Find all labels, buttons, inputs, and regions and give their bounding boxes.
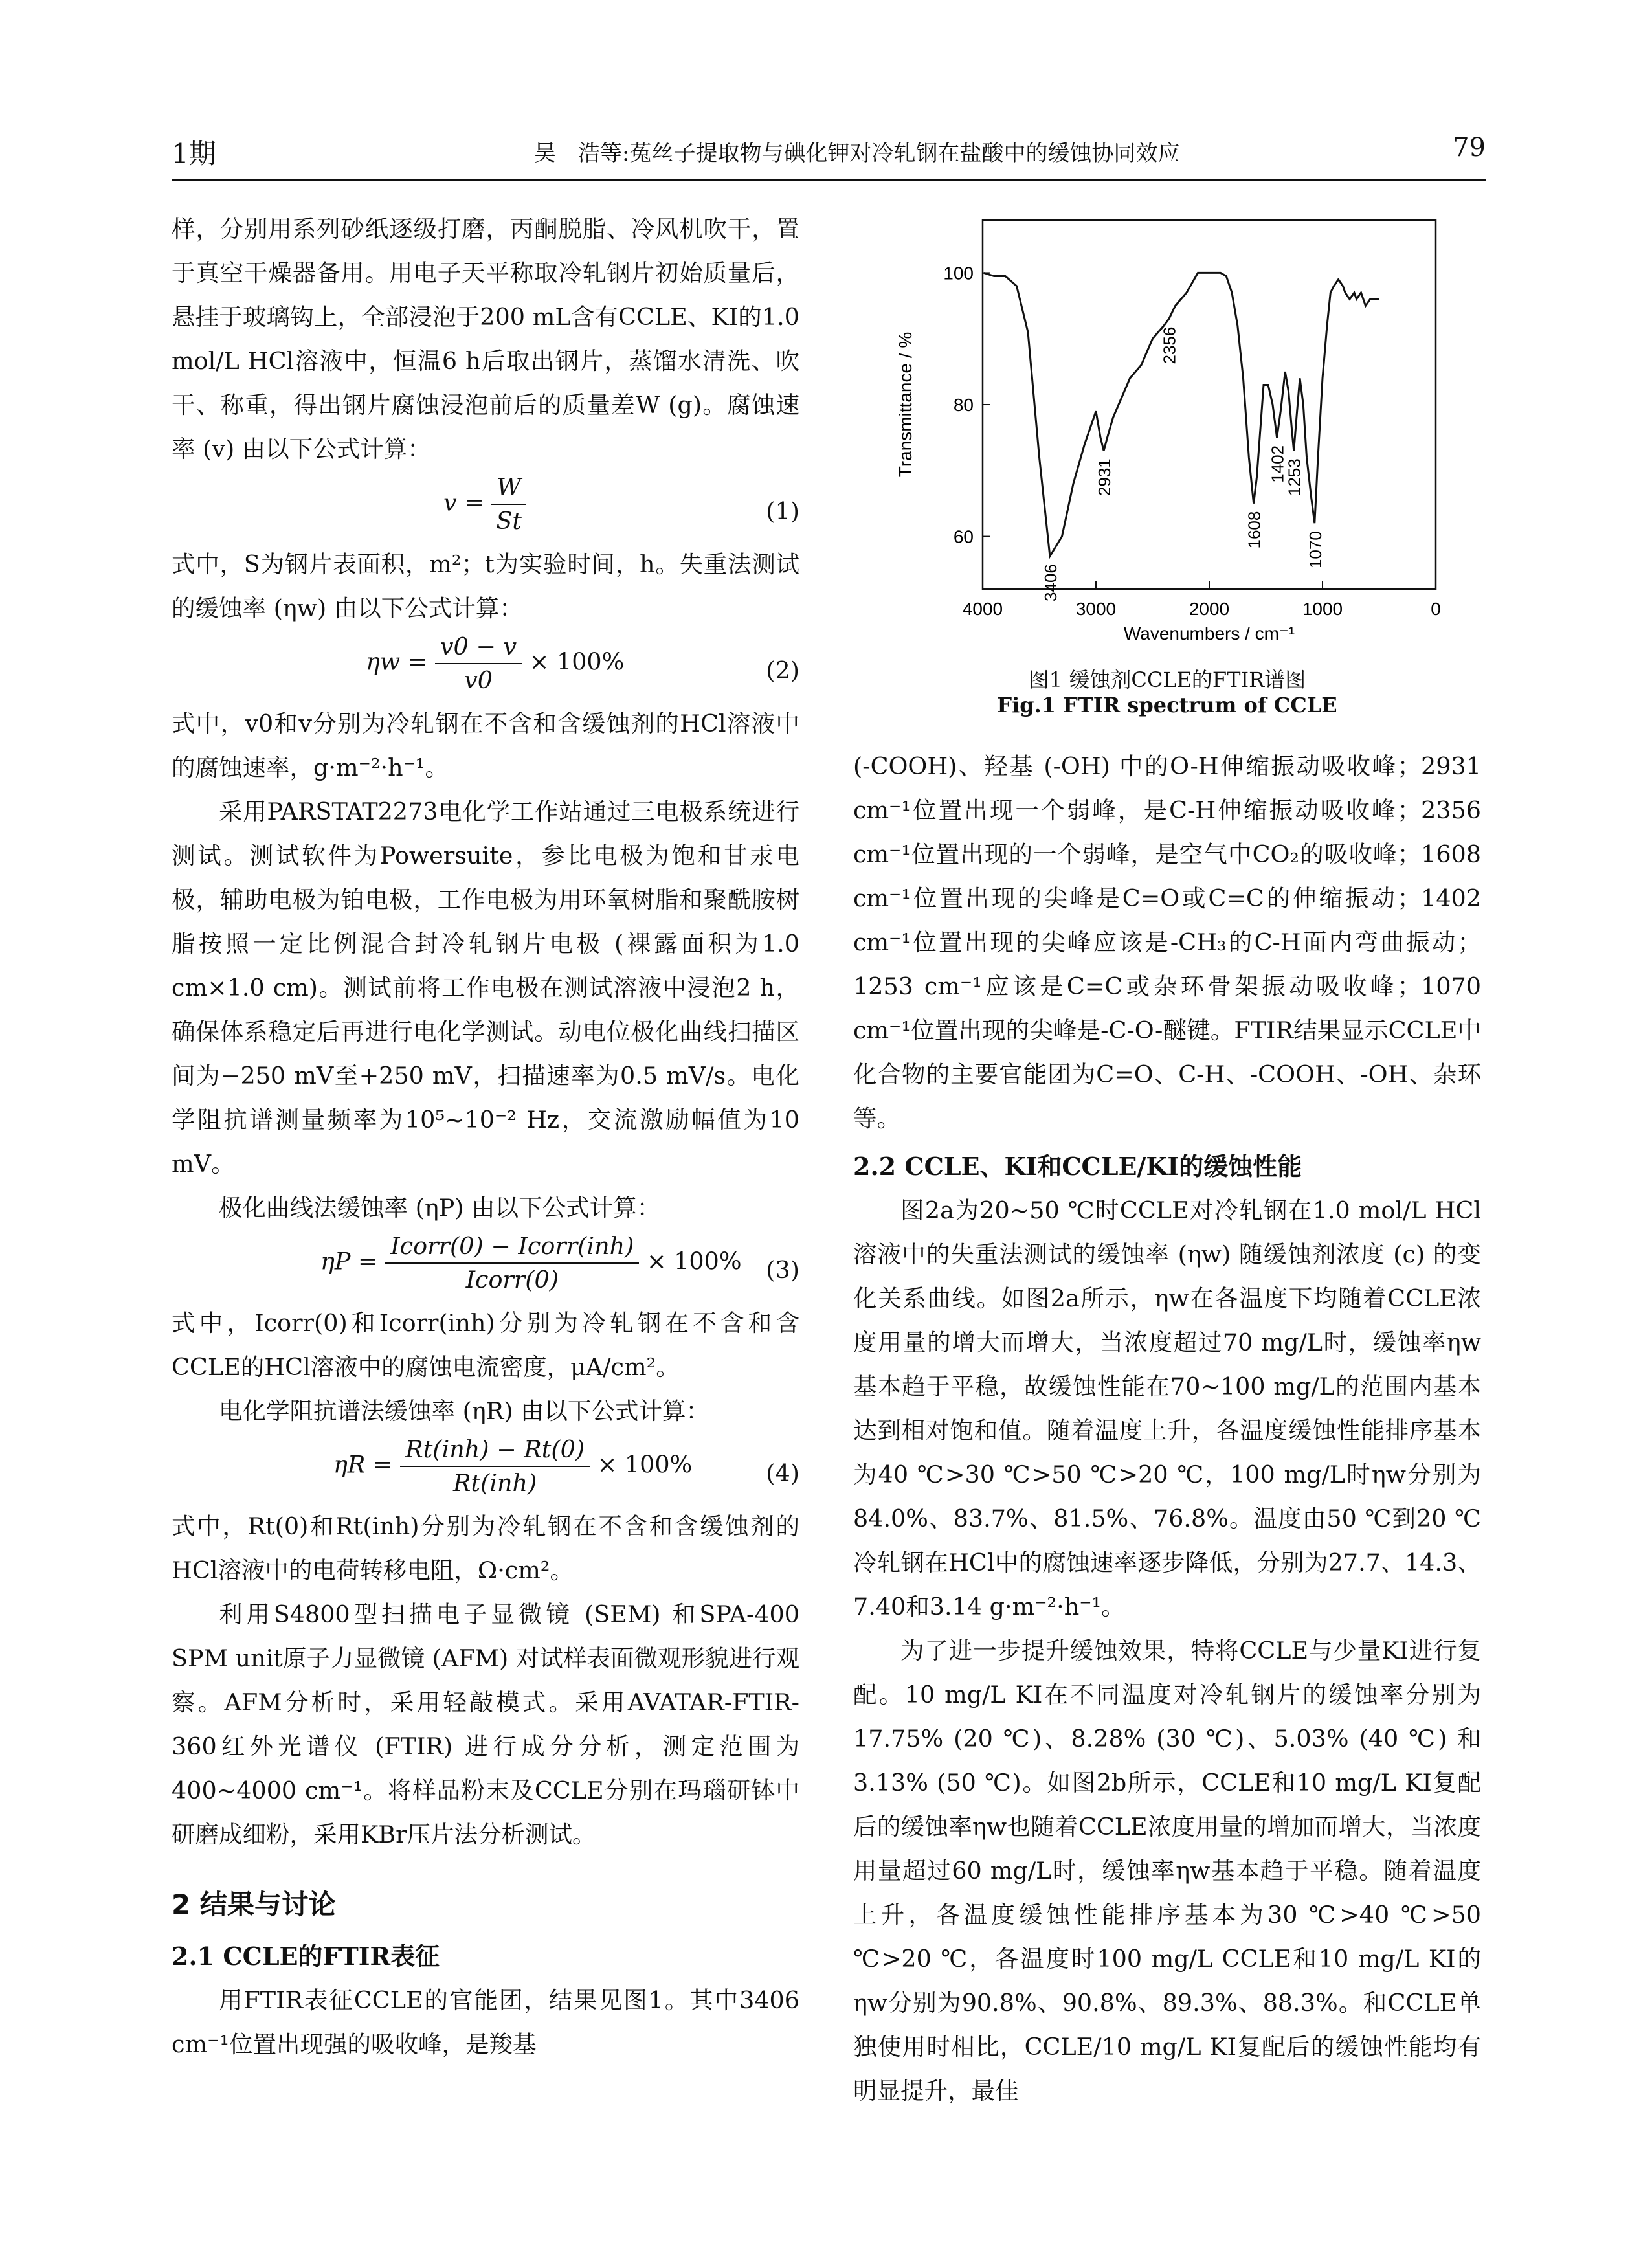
figure-caption-cn: 图1 缓蚀剂CCLE的FTIR谱图 xyxy=(1028,667,1306,692)
peak-label: 1608 xyxy=(1244,511,1264,549)
equation-numerator: v0 − v xyxy=(435,631,522,664)
equation-denominator: St xyxy=(496,507,522,535)
paragraph: 电化学阻抗谱法缓蚀率 (ηR) 由以下公式计算： xyxy=(219,1397,710,1425)
peak-label: 1070 xyxy=(1305,531,1325,569)
x-tick-label: 3000 xyxy=(1075,599,1117,619)
equation-numerator: Rt(inh) − Rt(0) xyxy=(400,1433,590,1467)
equation-tail: × 100% xyxy=(529,647,625,676)
right-column xyxy=(853,745,1481,2113)
equation-4 xyxy=(172,1433,799,1505)
page-number: 79 xyxy=(1453,133,1486,163)
equation-lhs: ηw = xyxy=(366,647,428,676)
equation-tail: × 100% xyxy=(597,1450,693,1479)
equation-lhs: ηR = xyxy=(333,1450,393,1479)
paragraph: 式中，S为钢片表面积，m²；t为实验时间，h。失重法测试的缓蚀率 (ηw) 由以下公式计算： xyxy=(172,550,799,622)
header-divider xyxy=(172,179,1486,181)
y-tick-label: 80 xyxy=(953,395,974,415)
section-heading: 2 结果与讨论 xyxy=(172,1889,336,1920)
running-title: 吴 浩等:菟丝子提取物与碘化钾对冷轧钢在盐酸中的缓蚀协同效应 xyxy=(534,140,1180,166)
peak-label: 1253 xyxy=(1284,458,1304,497)
peak-label: 1402 xyxy=(1267,445,1288,483)
equation-tail: × 100% xyxy=(646,1247,742,1275)
paragraph: 为了进一步提升缓蚀效果，特将CCLE与少量KI进行复配。10 mg/L KI在不同温度对冷轧钢片的缓蚀率分别为17.75% (20 ℃)、8.28% (30 ℃)、5.03% (40 ℃) 和3.13% (50 ℃)。如图2b所示，CCLE和10 mg/L KI复配后的缓蚀率ηw也随着CCLE浓度用量的增加而增大，当浓度用量超过60 mg/L时，缓蚀率ηw基本趋于平稳。随着温度上升，各温度缓蚀性能排序基本为30 ℃>40 ℃>50 ℃>20 ℃，各温度时100 mg/L CCLE和10 mg/L KI的ηw分别为90.8%、90.8%、89.3%、88.3%。和CCLE单独使用时相比，CCLE/10 mg/L KI复配后的缓蚀性能均有明显提升，最佳 xyxy=(853,1637,1481,2105)
equation-denominator: Rt(inh) xyxy=(452,1469,537,1497)
equation-number: (2) xyxy=(766,656,799,684)
subsection-heading: 2.2 CCLE、KI和CCLE/KI的缓蚀性能 xyxy=(853,1152,1302,1181)
paragraph: 式中，v0和v分别为冷轧钢在不含和含缓蚀剂的HCl溶液中的腐蚀速率，g·m⁻²·h⁻¹。 xyxy=(172,710,799,781)
equation-number: (1) xyxy=(766,497,799,525)
figure-1 xyxy=(853,201,1481,738)
x-tick-label: 4000 xyxy=(962,599,1003,619)
equation-lhs: v = xyxy=(443,488,484,517)
equation-numerator: Icorr(0) − Icorr(inh) xyxy=(385,1230,639,1264)
page-header xyxy=(172,133,1486,178)
paragraph: 利用S4800型扫描电子显微镜 (SEM) 和SPA-400 SPM unit原子力显微镜 (AFM) 对试样表面微观形貌进行观察。AFM分析时，采用轻敲模式。采用AVATAR-FTIR-360红外光谱仪 (FTIR) 进行成分分析，测定范围为400~4000 cm⁻¹。将样品粉末及CCLE分别在玛瑙研钵中研磨成细粉，采用KBr压片法分析测试。 xyxy=(172,1600,799,1848)
equation-number: (4) xyxy=(766,1459,799,1487)
peak-label: 2356 xyxy=(1159,326,1179,364)
x-tick-label: 0 xyxy=(1431,599,1441,619)
peak-label: 2931 xyxy=(1095,458,1115,497)
issue-label: 1期 xyxy=(172,138,216,170)
paragraph: 图2a为20~50 ℃时CCLE对冷轧钢在1.0 mol/L HCl溶液中的失重法测试的缓蚀率 (ηw) 随缓蚀剂浓度 (c) 的变化关系曲线。如图2a所示，ηw在各温度下均随着CCLE浓度用量的增大而增大，当浓度超过70 mg/L时，缓蚀率ηw基本趋于平稳，故缓蚀性能在70~100 mg/L的范围内基本达到相对饱和值。随着温度上升，各温度缓蚀性能排序基本为40 ℃>30 ℃>50 ℃>20 ℃，100 mg/L时ηw分别为84.0%、83.7%、81.5%、76.8%。温度由50 ℃到20 ℃冷轧钢在HCl中的腐蚀速率逐步降低，分别为27.7、14.3、7.40和3.14 g·m⁻²·h⁻¹。 xyxy=(853,1196,1481,1620)
plot-frame xyxy=(983,220,1436,589)
x-tick-label: 2000 xyxy=(1189,599,1230,619)
paragraph: 极化曲线法缓蚀率 (ηP) 由以下公式计算： xyxy=(219,1194,661,1222)
spectrum-line xyxy=(984,273,1379,556)
paragraph: 式中，Rt(0)和Rt(inh)分别为冷轧钢在不含和含缓蚀剂的HCl溶液中的电荷转移电阻，Ω·cm²。 xyxy=(172,1512,799,1584)
equation-number: (3) xyxy=(766,1256,799,1284)
paragraph: (-COOH)、羟基 (-OH) 中的O-H伸缩振动吸收峰；2931 cm⁻¹位置出现一个弱峰，是C-H伸缩振动吸收峰；2356 cm⁻¹位置出现的一个弱峰，是空气中CO₂的吸收峰；1608 cm⁻¹位置出现的尖峰是C=O或C=C的伸缩振动；1402 cm⁻¹位置出现的尖峰应该是-CH₃的C-H面内弯曲振动；1253 cm⁻¹应该是C=C或杂环骨架振动吸收峰；1070 cm⁻¹位置出现的尖峰是-C-O-醚键。FTIR结果显示CCLE中化合物的主要官能团为C=O、C-H、-COOH、-OH、杂环等。 xyxy=(853,752,1481,1132)
y-tick-label: 60 xyxy=(953,526,974,547)
y-tick-label: 100 xyxy=(943,263,974,284)
x-tick-label: 1000 xyxy=(1302,599,1343,619)
peak-label: 3406 xyxy=(1040,564,1060,601)
equation-denominator: Icorr(0) xyxy=(465,1266,559,1294)
equation-2 xyxy=(172,631,799,702)
paragraph: 样，分别用系列砂纸逐级打磨，丙酮脱脂、冷风机吹干，置于真空干燥器备用。用电子天平称取冷轧钢片初始质量后，悬挂于玻璃钩上，全部浸泡于200 mL含有CCLE、KI的1.0 mol/L HCl溶液中，恒温6 h后取出钢片，蒸馏水清洗、吹干、称重，得出钢片腐蚀浸泡前后的质量差W (g)。腐蚀速率 (v) 由以下公式计算： xyxy=(172,215,799,463)
ftir-chart xyxy=(853,201,1481,660)
equation-numerator: W xyxy=(491,471,526,505)
paragraph: 式中，Icorr(0)和Icorr(inh)分别为冷轧钢在不含和含CCLE的HCl溶液中的腐蚀电流密度，μA/cm²。 xyxy=(172,1309,799,1381)
figure-caption-en: Fig.1 FTIR spectrum of CCLE xyxy=(997,693,1337,717)
y-axis-label: Transmittance / % xyxy=(895,331,915,478)
paragraph: 采用PARSTAT2273电化学工作站通过三电极系统进行测试。测试软件为Powersuite，参比电极为饱和甘汞电极，辅助电极为铂电极，工作电极为用环氧树脂和聚酰胺树脂按照一定比例混合封冷轧钢片电极 (裸露面积为1.0 cm×1.0 cm)。测试前将工作电极在测试溶液中浸泡2 h，确保体系稳定后再进行电化学测试。动电位极化曲线扫描区间为−250 mV至+250 mV，扫描速率为0.5 mV/s。电化学阻抗谱测量频率为10⁵~10⁻² Hz，交流激励幅值为10 mV。 xyxy=(172,798,799,1178)
subsection-heading: 2.1 CCLE的FTIR表征 xyxy=(172,1942,440,1971)
equation-3 xyxy=(172,1230,799,1301)
x-axis-label: Wavenumbers / cm⁻¹ xyxy=(1123,623,1295,644)
equation-lhs: ηP = xyxy=(320,1247,378,1275)
equation-1 xyxy=(172,471,799,543)
equation-denominator: v0 xyxy=(464,666,493,694)
paragraph: 用FTIR表征CCLE的官能团，结果见图1。其中3406 cm⁻¹位置出现强的吸收峰，是羧基 xyxy=(172,1986,799,2058)
left-column xyxy=(172,207,799,2067)
